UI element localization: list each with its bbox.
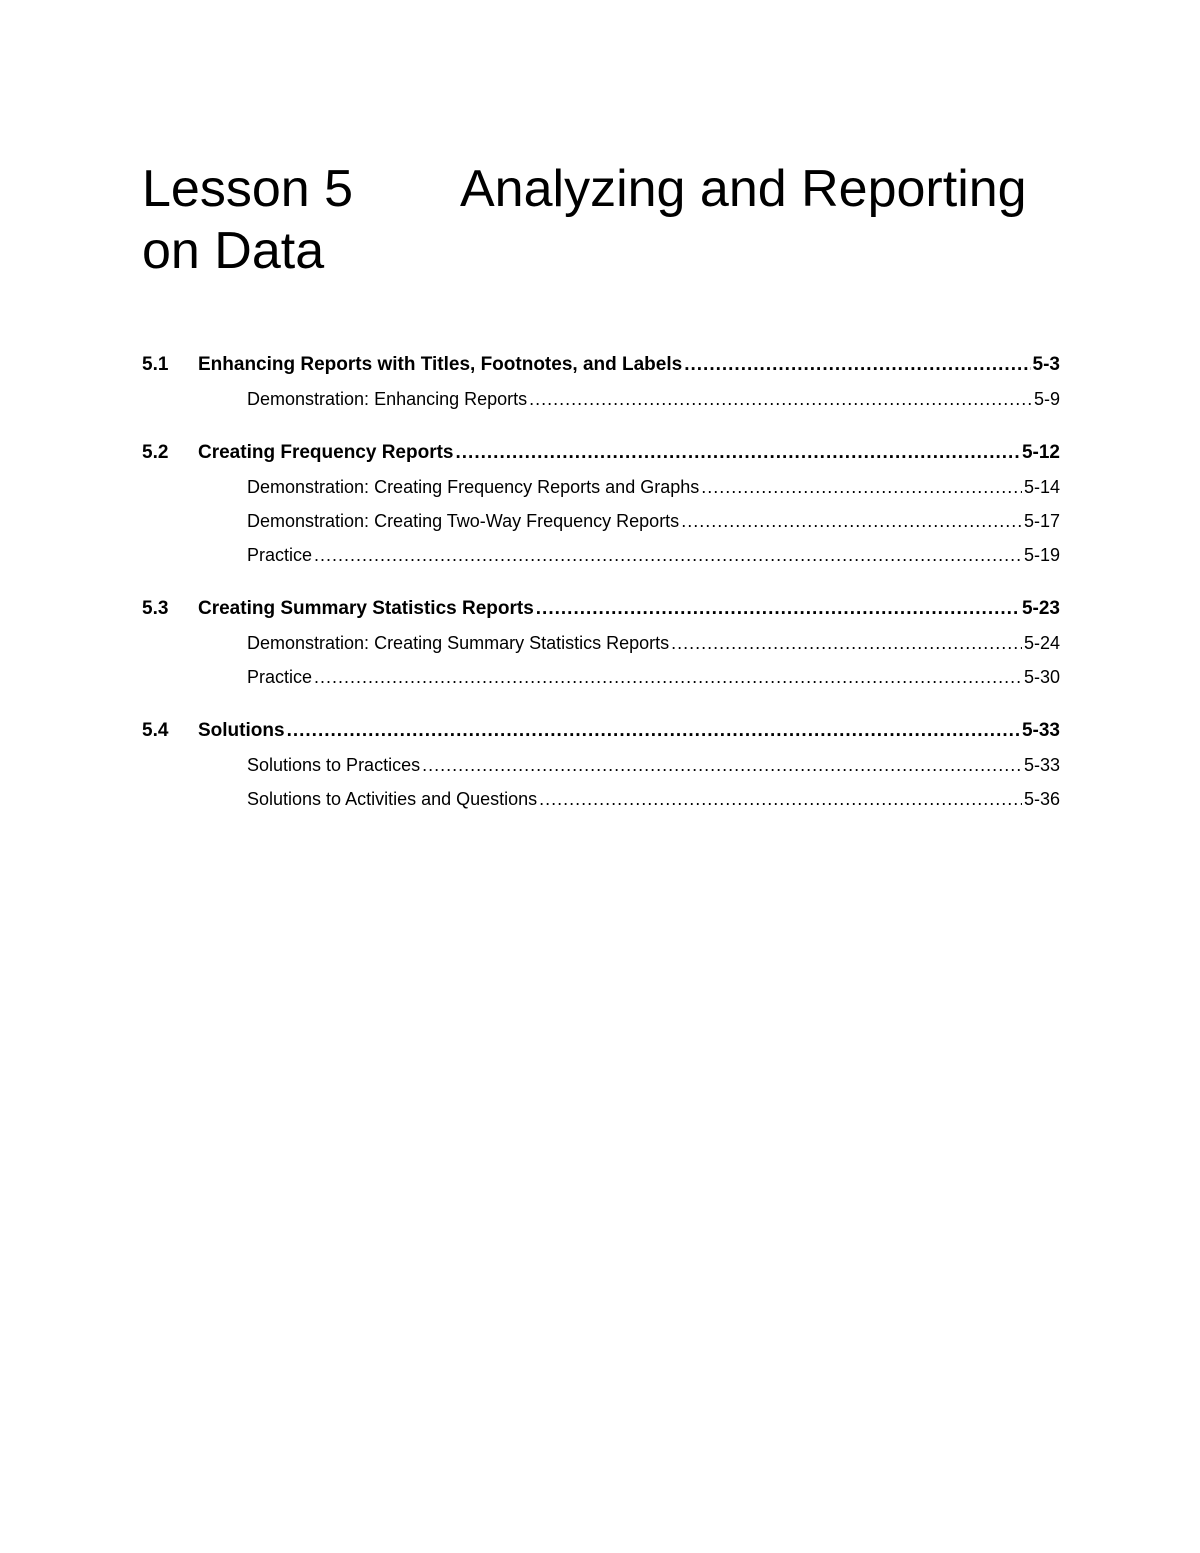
section-title: Solutions (198, 720, 285, 741)
toc-section (142, 714, 1060, 816)
toc-entry[interactable] (142, 626, 1060, 660)
dot-leader (529, 382, 1032, 416)
toc-entry[interactable] (142, 660, 1060, 694)
entry-text (247, 504, 679, 538)
entry-title: Creating Summary Statistics Reports (369, 633, 670, 653)
entry-text (247, 748, 420, 782)
entry-text (247, 470, 699, 504)
toc-section (142, 592, 1060, 694)
lesson-title (142, 158, 1062, 282)
lesson-title-line1: Analyzing and Reporting (460, 160, 1027, 218)
entry-text (247, 626, 669, 660)
section-number: 5.2 (142, 442, 169, 463)
lesson-number: Lesson 5 (142, 160, 354, 218)
entry-title: Solutions to Practices (247, 755, 421, 775)
entry-prefix: Demonstration: (247, 389, 370, 409)
dot-leader (684, 348, 1030, 382)
dot-leader (314, 538, 1022, 572)
entry-title: Creating Frequency Reports and Graphs (369, 477, 700, 497)
page-number: 5-36 (1023, 789, 1060, 809)
page-number: 5-19 (1023, 545, 1060, 565)
entry-prefix: Demonstration: (247, 511, 370, 531)
section-number: 5.1 (142, 354, 169, 375)
dot-leader (701, 470, 1022, 504)
table-of-contents (142, 348, 1060, 836)
toc-section-heading[interactable] (142, 436, 1060, 470)
toc-entry[interactable] (142, 782, 1060, 816)
page-number: 5-30 (1023, 667, 1060, 687)
toc-entry[interactable] (142, 470, 1060, 504)
dot-leader (422, 748, 1022, 782)
lesson-title-line2: on Data (142, 222, 325, 280)
toc-entry[interactable] (142, 538, 1060, 572)
dot-leader (536, 592, 1020, 626)
toc-section (142, 436, 1060, 572)
dot-leader (287, 714, 1020, 748)
entry-title: Practice (247, 545, 313, 565)
section-title: Creating Summary Statistics Reports (198, 598, 534, 619)
entry-text (247, 782, 537, 816)
page-number: 5-3 (1032, 354, 1060, 375)
section-title: Enhancing Reports with Titles, Footnotes, and Labels (198, 354, 683, 375)
entry-title: Creating Two-Way Frequency Reports (369, 511, 680, 531)
section-number: 5.3 (142, 598, 169, 619)
entry-title: Practice (247, 667, 313, 687)
entry-text (247, 382, 527, 416)
toc-entry[interactable] (142, 382, 1060, 416)
entry-text (247, 660, 312, 694)
page-number: 5-14 (1023, 477, 1060, 497)
page-number: 5-9 (1033, 389, 1060, 409)
toc-section-heading[interactable] (142, 714, 1060, 748)
toc-section-heading[interactable] (142, 348, 1060, 382)
entry-title: Enhancing Reports (369, 389, 528, 409)
entry-prefix: Demonstration: (247, 633, 370, 653)
page-number: 5-33 (1021, 720, 1060, 741)
dot-leader (456, 436, 1020, 470)
toc-section-heading[interactable] (142, 592, 1060, 626)
section-number: 5.4 (142, 720, 169, 741)
dot-leader (671, 626, 1022, 660)
entry-prefix: Demonstration: (247, 477, 370, 497)
page-number: 5-23 (1021, 598, 1060, 619)
dot-leader (314, 660, 1022, 694)
toc-entry[interactable] (142, 748, 1060, 782)
toc-entry[interactable] (142, 504, 1060, 538)
page-number: 5-12 (1021, 442, 1060, 463)
section-title: Creating Frequency Reports (198, 442, 454, 463)
entry-title: Solutions to Activities and Questions (247, 789, 538, 809)
page-number: 5-17 (1023, 511, 1060, 531)
page-number: 5-33 (1023, 755, 1060, 775)
entry-text (247, 538, 312, 572)
page-number: 5-24 (1023, 633, 1060, 653)
toc-section (142, 348, 1060, 416)
dot-leader (681, 504, 1022, 538)
dot-leader (539, 782, 1022, 816)
